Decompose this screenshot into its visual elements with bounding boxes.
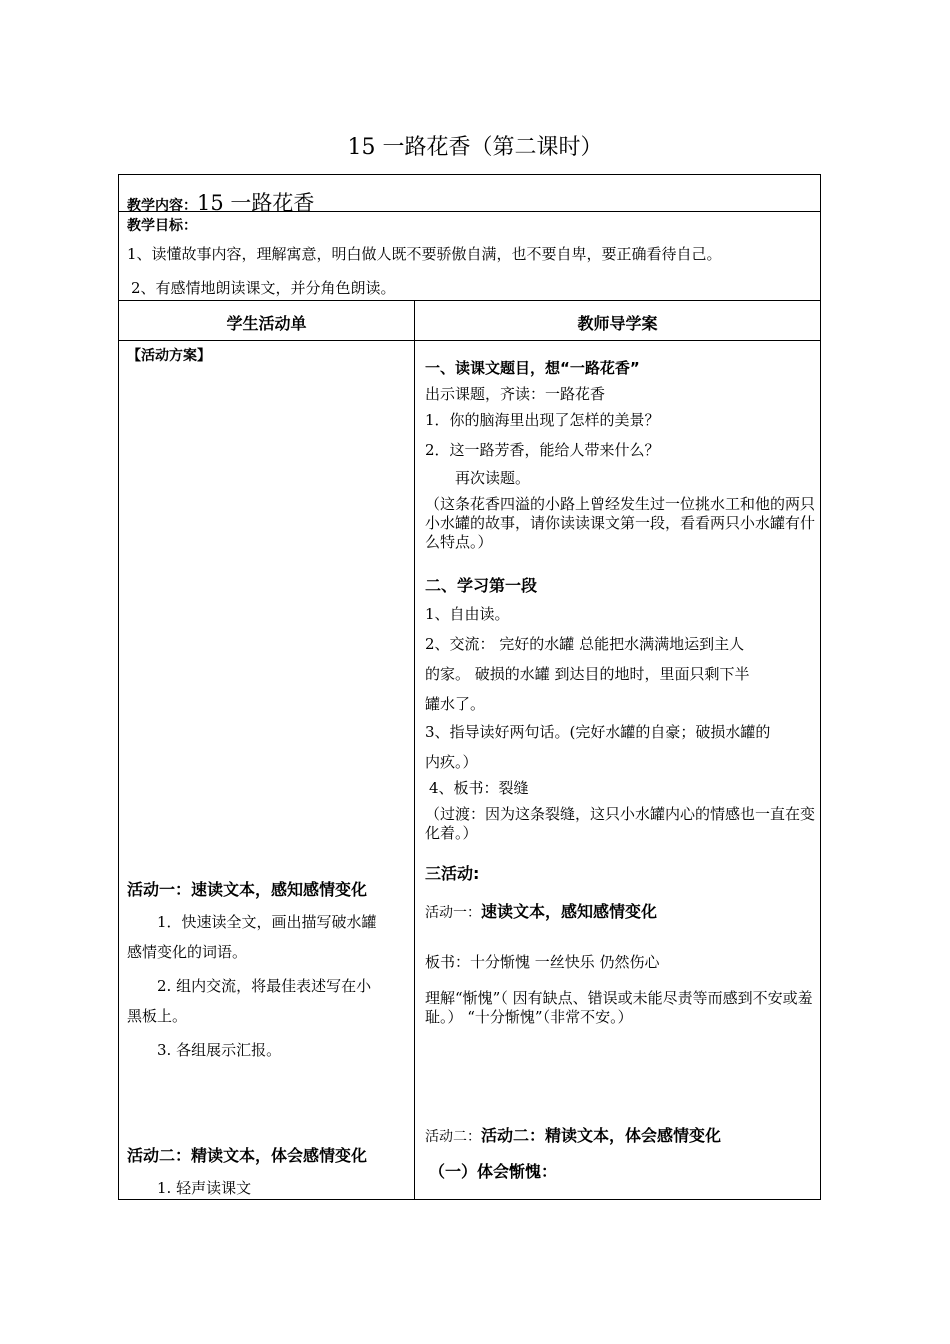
activity2-step: 1. 轻声读课文 [157, 1179, 252, 1197]
sec1-intro: 出示课题，齐读：一路花香 [425, 385, 606, 403]
row-divider [119, 300, 820, 301]
sec2-step: 3、指导读好两句话。(完好水罐的自豪；破损水罐的 [425, 723, 771, 741]
act2-prefix: 活动二： [425, 1129, 481, 1145]
act1-line [425, 899, 657, 922]
sec1-question: 1．你的脑海里出现了怎样的美景？ [425, 411, 660, 429]
act1-prefix: 活动一： [425, 905, 481, 921]
act2-line [425, 1123, 721, 1146]
activity1-step: 3. 各组展示汇报。 [157, 1041, 282, 1059]
plan-label: 【活动方案】 [127, 348, 211, 364]
sec2-step: 罐水了。 [425, 695, 486, 713]
goals-label: 教学目标： [127, 218, 197, 234]
lesson-table [118, 174, 821, 1200]
activity1-step: 1．快速读全文，画出描写破水罐 [157, 913, 377, 931]
content-label: 教学内容： [127, 198, 197, 214]
goal-item-1: 1、读懂故事内容，理解寓意，明白做人既不要骄傲自满，也不要自卑，要正确看待自己。 [127, 245, 722, 263]
sec1-heading: 一、读课文题目，想“一路花香” [425, 359, 640, 377]
sec1-reread: 再次读题。 [455, 469, 531, 487]
sec2-step: 4、板书：裂缝 [429, 779, 529, 797]
row-divider [119, 340, 820, 341]
sec2-note: （过渡：因为这条裂缝，这只小水罐内心的情感也一直在变化着。） [425, 805, 816, 842]
activity1-step: 黑板上。 [127, 1007, 188, 1025]
understand-note: 理解“惭愧”（ 因有缺点、错误或未能尽责等而感到不安或羞耻。） “十分惭愧”（非常不安。） [425, 989, 813, 1026]
sub-heading: （一）体会惭愧： [429, 1162, 558, 1181]
act2-title: 活动二：精读文本，体会感情变化 [481, 1126, 722, 1145]
column-header-teacher: 教师导学案 [577, 314, 658, 333]
activity1-step: 2. 组内交流，将最佳表述写在小 [157, 977, 372, 995]
column-header-student: 学生活动单 [226, 314, 307, 333]
sec2-step: 的家。 破损的水罐 到达目的地时，里面只剩下半 [425, 665, 750, 683]
board-note: 板书：十分惭愧 一丝快乐 仍然伤心 [425, 953, 660, 971]
sec1-question: 2．这一路芳香，能给人带来什么？ [425, 441, 660, 459]
content-row [127, 187, 314, 217]
act1-title: 速读文本，感知感情变化 [481, 902, 658, 921]
sec3-heading: 三活动: [425, 864, 480, 883]
activity2-heading: 活动二：精读文本，体会感情变化 [127, 1146, 368, 1165]
content-value: 15 一路花香 [197, 191, 315, 215]
sec2-step: 1、自由读。 [425, 605, 510, 623]
activity1-heading: 活动一：速读文本，感知感情变化 [127, 880, 368, 899]
column-divider [414, 300, 415, 1199]
goal-item-2: 2、有感情地朗读课文，并分角色朗读。 [131, 279, 396, 297]
sec1-note: （这条花香四溢的小路上曾经发生过一位挑水工和他的两只小水罐的故事，请你读读课文第一段，看看两只小水罐有什么特点。） [425, 495, 816, 551]
sec2-heading: 二、学习第一段 [425, 576, 538, 595]
sec2-step: 内疚。） [425, 753, 478, 771]
sec2-step: 2、交流： 完好的水罐 总能把水满满地运到主人 [425, 635, 745, 653]
page-title: 15 一路花香（第二课时） [347, 135, 603, 160]
activity1-step: 感情变化的词语。 [127, 943, 248, 961]
